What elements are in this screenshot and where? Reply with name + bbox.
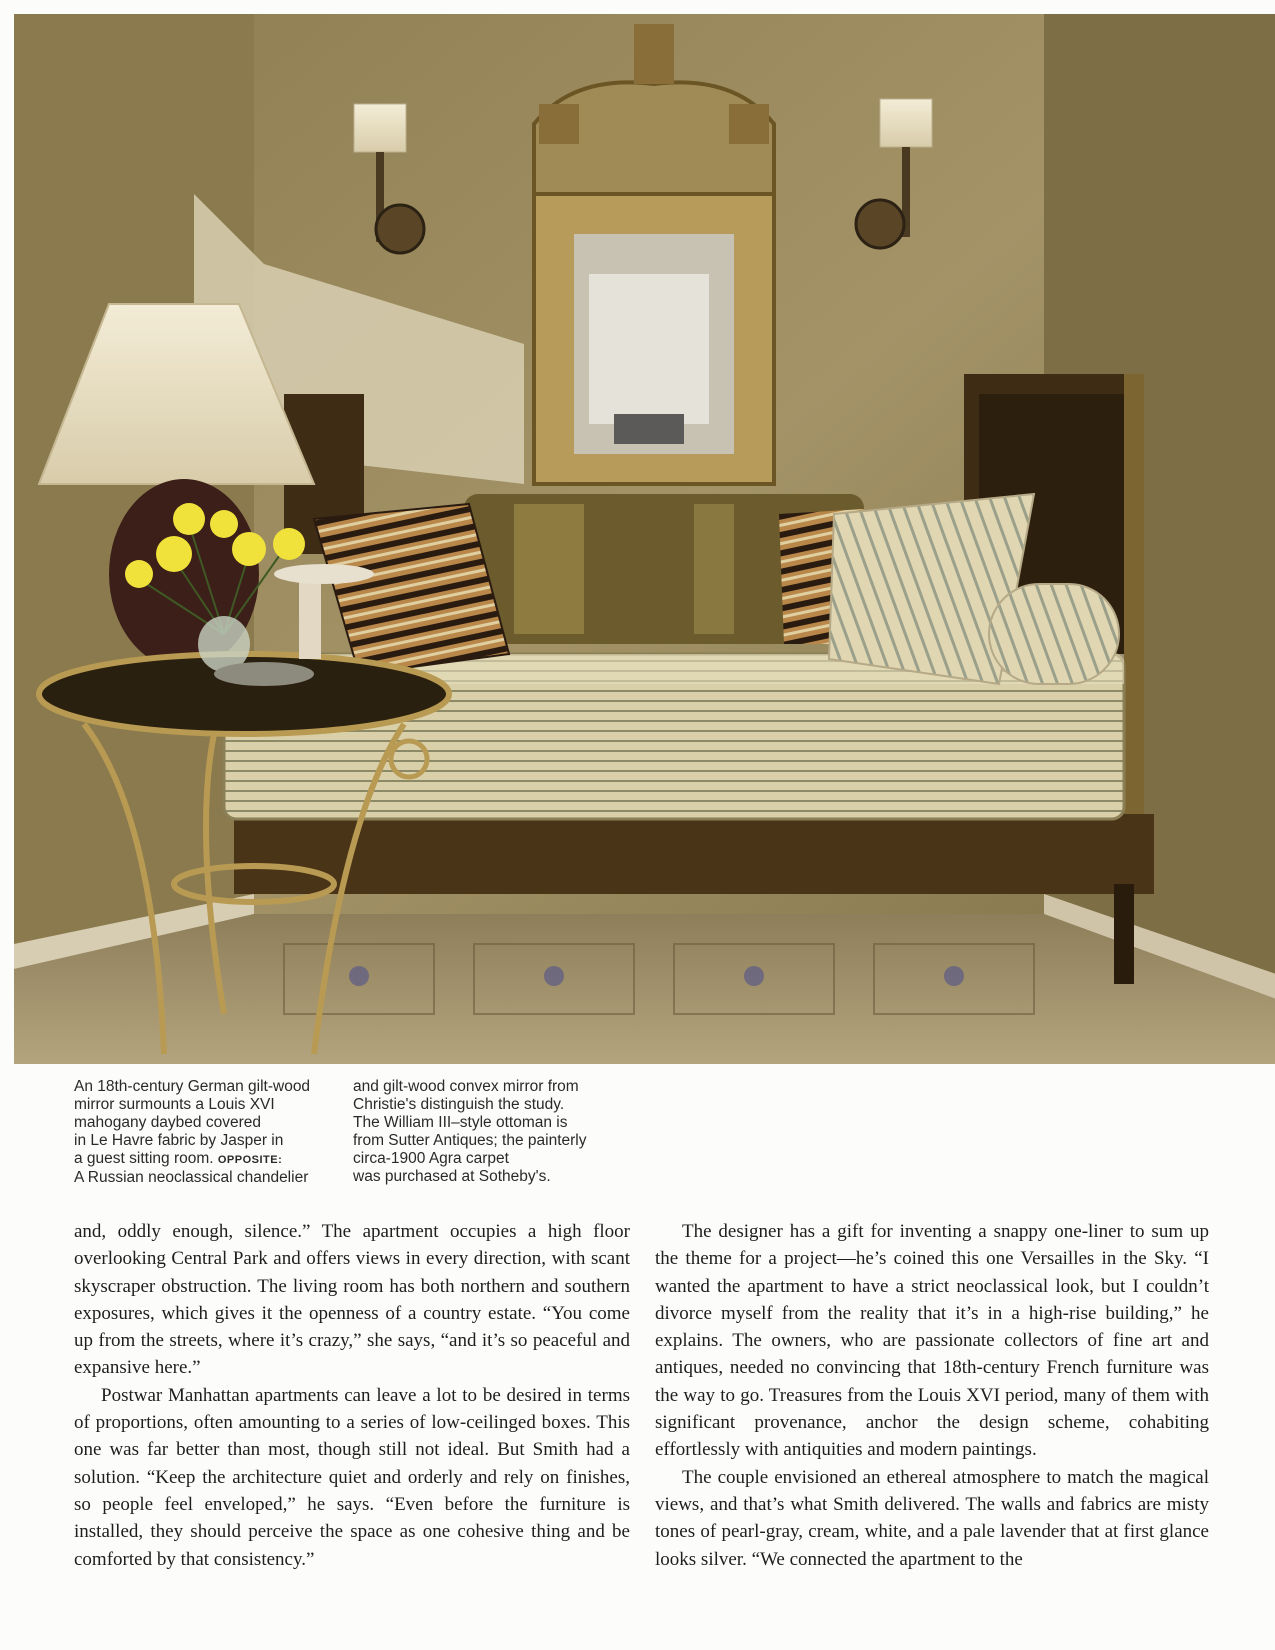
article-paragraph: and, oddly enough, silence.” The apartment occupies a high floor overlooking Central Park and offers views in every direction, with scant skyscraper obstruction. The living room has both northern and southern exposures, which gives it the openness of a country estate. “You come up from the streets, where it’s crazy,” she says, “and it’s so peaceful and expansive here.” bbox=[74, 1221, 630, 1379]
article-paragraph: Postwar Manhattan apartments can leave a lot to be desired in terms of proportions, often amounting to a series of low-ceilinged boxes. This one was far better than most, though still not ideal. But Smith had a solution. “Keep the architecture quiet and orderly and rely on finishes, so people feel enveloped,” he says. “Even before the furniture is installed, they should perceive the space as one cohesive thing and be comforted by that consistency.” bbox=[74, 1384, 630, 1570]
opposite-label: OPPOSITE: bbox=[217, 1154, 283, 1166]
article-column-right bbox=[655, 1218, 1209, 1573]
article-column-left bbox=[74, 1218, 630, 1573]
article-paragraph: The couple envisioned an ethereal atmosphere to match the magical views, and that’s what Smith delivered. The walls and fabrics are misty tones of pearl-gray, cream, white, and a pale lavender that at first glance looks silver. “We connected the apartment to the bbox=[655, 1466, 1209, 1570]
caption-text-1: An 18th-century German gilt-wood mirror surmounts a Louis XVI mahogany daybed covered in Le Havre fabric by Jasper in a guest sitting room. bbox=[74, 1078, 311, 1167]
photo-caption-col1 bbox=[74, 1078, 344, 1187]
article-paragraph: The designer has a gift for inventing a snappy one-liner to sum up the theme for a project—he’s coined this one Versailles in the Sky. “I wanted the apartment to have a strict neoclassical look, but I couldn’t divorce myself from the reality that it’s in a high-rise building,” he explains. The owners, who are passionate collectors of fine art and antiques, needed no convincing that 18th-century French furniture was the way to go. Treasures from the Louis XVI period, many of them with significant provenance, anchor the design scheme, cohabiting effortlessly with antiquities and modern paintings. bbox=[655, 1221, 1209, 1461]
caption-text-1-tail: A Russian neoclassical chandelier bbox=[74, 1169, 309, 1186]
guest-sitting-room-photo bbox=[14, 14, 1275, 1064]
caption-text-2: and gilt-wood convex mirror from Christie's distinguish the study. The William III–style ottoman is from Sutter Antiques; the painterly circa-1900 Agra carpet was purchased at Sotheby's. bbox=[353, 1078, 587, 1185]
photo-caption-col2 bbox=[353, 1078, 623, 1186]
